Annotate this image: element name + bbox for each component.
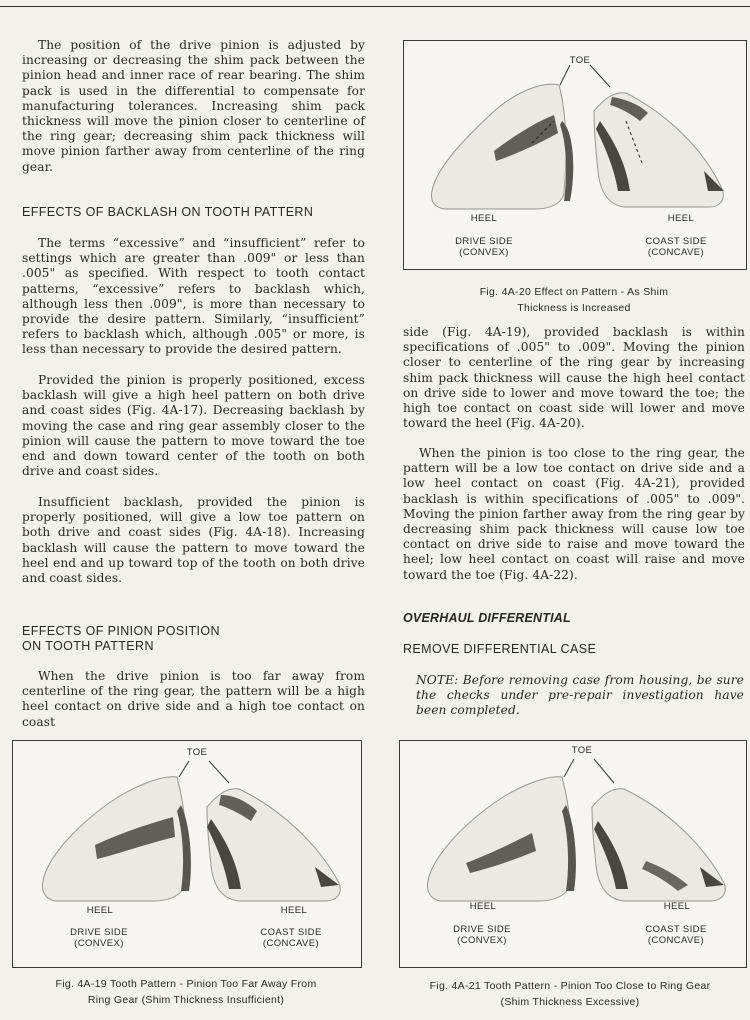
top-rule bbox=[0, 6, 750, 7]
caption-fig-4a-20-line2: Thickness is Increased bbox=[517, 302, 631, 314]
paragraph-backlash-terms: The terms “excessive” and “insufficient” refer to settings which are greater than .009" or less than .005" as specified. With respect to tooth contact patterns, “excessive” refers to backlash which, although less then .009", is more than necessary to provide the desire pattern. Similarly, “insufficient” refers to backlash which, although .005" or more, is less than necessary to provide the desired pattern. bbox=[22, 236, 365, 357]
paragraph-pinion-adjust: The position of the drive pinion is adjusted by increasing or decreasing the shim pack between the pinion head and inner race of rear bearing. The shim pack is used in the differential to compensate for manufacturing tolerances. Increasing shim pack thickness will move the pinion closer to centerline of the ring gear; decreasing shim pack thickness will move pinion farther away from centerline of the ring gear. bbox=[22, 38, 365, 174]
heading-remove-case: REMOVE DIFFERENTIAL CASE bbox=[403, 642, 597, 656]
label-toe: TOE bbox=[571, 745, 593, 756]
paragraph-pinion-too-close: When the pinion is too close to the ring gear, the pattern will be a low toe contact on drive side and a low heel contact on coast (Fig. 4A-21), provided backlash is within specifications of .005" to .009". Moving the pinion farther away from the ring gear by decreasing shim pack thickness will cause low toe contact on drive side to raise and move toward the heel; low heel contact on coast will raise and move toward the toe (Fig. 4A-22). bbox=[403, 446, 745, 582]
label-heel-coast: HEEL bbox=[663, 901, 691, 912]
heading-overhaul-differential: OVERHAUL DIFFERENTIAL bbox=[403, 611, 571, 625]
figure-4a-20 bbox=[403, 40, 747, 270]
label-coast-side: COAST SIDE bbox=[645, 924, 707, 935]
heading-pinion-position-1: EFFECTS OF PINION POSITION bbox=[22, 624, 220, 638]
label-coast-side: COAST SIDE bbox=[645, 236, 707, 247]
heading-backlash-effects: EFFECTS OF BACKLASH ON TOOTH PATTERN bbox=[22, 205, 314, 219]
label-concave: (CONCAVE) bbox=[647, 247, 705, 258]
label-convex: (CONVEX) bbox=[74, 938, 124, 949]
label-drive-side: DRIVE SIDE bbox=[453, 924, 511, 935]
heading-pinion-position-2: ON TOOTH PATTERN bbox=[22, 639, 154, 653]
paragraph-insufficient-backlash: Insufficient backlash, provided the pinion is properly positioned, will give a low toe pattern on both drive and coast sides (Fig. 4A-18). Increasing backlash will cause the pattern to move toward the heel end and up toward top of the tooth on both drive and coast sides. bbox=[22, 495, 365, 586]
label-concave: (CONCAVE) bbox=[262, 938, 320, 949]
label-toe: TOE bbox=[569, 55, 591, 66]
caption-fig-4a-19-line2: Ring Gear (Shim Thickness Insufficient) bbox=[87, 994, 285, 1006]
label-convex: (CONVEX) bbox=[459, 247, 509, 258]
label-toe: TOE bbox=[186, 747, 208, 758]
caption-fig-4a-21-line1: Fig. 4A-21 Tooth Pattern - Pinion Too Close to Ring Gear bbox=[429, 980, 711, 992]
label-heel-coast: HEEL bbox=[667, 213, 695, 224]
label-heel-drive: HEEL bbox=[469, 901, 497, 912]
label-coast-side: COAST SIDE bbox=[260, 927, 322, 938]
label-heel-drive: HEEL bbox=[470, 213, 498, 224]
paragraph-excess-backlash: Provided the pinion is properly positioned, excess backlash will give a high heel pattern on both drive and coast sides (Fig. 4A-17). Decreasing backlash by moving the case and ring gear assembly closer to the pinion will cause the pattern to move toward the toe end and down toward center of the tooth on both drive and coast sides. bbox=[22, 373, 365, 479]
tooth-pattern-drawing bbox=[404, 41, 746, 269]
paragraph-pinion-closer: side (Fig. 4A-19), provided backlash is within specifications of .005" to .009". Moving the pinion closer to centerline of the ring gear by increasing shim pack thickness will cause the high heel contact on drive side to lower and move toward the toe; the high toe contact on coast side will lower and move toward the heel (Fig. 4A-20). bbox=[403, 325, 745, 431]
caption-fig-4a-19-line1: Fig. 4A-19 Tooth Pattern - Pinion Too Far Away From bbox=[55, 978, 317, 990]
label-drive-side: DRIVE SIDE bbox=[455, 236, 513, 247]
note-before-removing: NOTE: Before removing case from housing, be sure the checks under pre-repair investigation have been completed. bbox=[416, 673, 744, 718]
figure-4a-19 bbox=[12, 740, 362, 968]
label-drive-side: DRIVE SIDE bbox=[70, 927, 128, 938]
label-concave: (CONCAVE) bbox=[647, 935, 705, 946]
paragraph-pinion-far: When the drive pinion is too far away from centerline of the ring gear, the pattern will be a high heel contact on drive side and a high toe contact on coast bbox=[22, 669, 365, 729]
caption-fig-4a-20-line1: Fig. 4A-20 Effect on Pattern - As Shim bbox=[479, 286, 669, 298]
label-heel-coast: HEEL bbox=[280, 905, 308, 916]
label-convex: (CONVEX) bbox=[457, 935, 507, 946]
label-heel-drive: HEEL bbox=[86, 905, 114, 916]
caption-fig-4a-21-line2: (Shim Thickness Excessive) bbox=[500, 996, 640, 1008]
figure-4a-21 bbox=[399, 740, 747, 968]
